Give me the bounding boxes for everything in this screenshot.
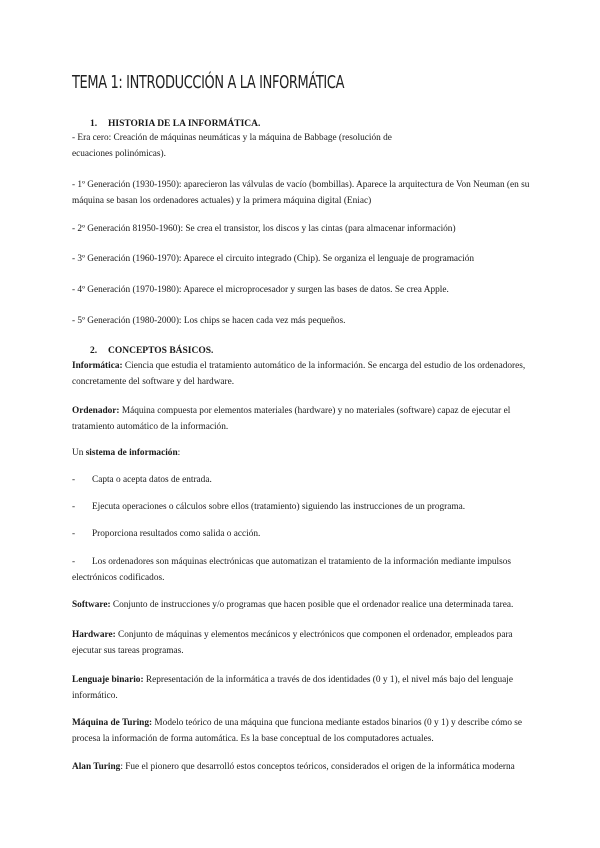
definition-text: : Fue el pionero que desarrolló estos conceptos teóricos, considerados el origen de la informática moderna	[120, 762, 515, 772]
definition-text: Máquina compuesta por elementos materiales (hardware) y no materiales (software) capaz de ejecutar el tratamiento automático de la información.	[72, 406, 511, 432]
history-item: - 2º Generación 81950-1960): Se crea el transistor, los discos y las cintas (para almacenar información)	[72, 224, 456, 234]
definition-alan-turing	[72, 760, 530, 776]
definition-text: Ciencia que estudia el tratamiento automático de la información. Se encarga del estudio de los ordenadores, concretamente del software y del hardware.	[72, 361, 526, 387]
history-item: - 3º Generación (1960-1970): Aparece el circuito integrado (Chip). Se organiza el lenguaje de programación	[72, 254, 475, 264]
definition-term: Informática:	[72, 361, 123, 371]
definition-text: Modelo teórico de una máquina que funciona mediante estados binarios (0 y 1) y describe cómo se procesa la información de forma automática. Es la base conceptual de los computadores actuales.	[72, 718, 523, 744]
definition-term: sistema de información	[85, 448, 178, 458]
list-item-text: Los ordenadores son máquinas electrónicas que automatizan el tratamiento de la información mediante impulsos electrónicos codificados.	[72, 557, 511, 583]
bullet-dash: -	[72, 502, 76, 512]
list-item	[72, 555, 530, 586]
history-item: - 4º Generación (1970-1980): Aparece el microprocesador y surgen las bases de datos. Se crea Apple.	[72, 285, 449, 295]
bullet-dash: -	[72, 529, 76, 539]
definition-hardware	[72, 628, 530, 659]
page-title: TEMA 1: INTRODUCCIÓN A LA INFORMÁTICA	[72, 72, 345, 93]
definition-ordenador	[72, 404, 530, 435]
definition-sistema	[72, 446, 530, 462]
bullet-dash: -	[72, 557, 76, 567]
history-item: - Era cero: Creación de máquinas neumáticas y la máquina de Babbage (resolución de ecuaciones polinómicas).	[72, 133, 392, 159]
list-item	[72, 500, 530, 516]
section-title: CONCEPTOS BÁSICOS.	[108, 346, 214, 356]
list-item	[72, 527, 530, 543]
definition-software	[72, 598, 530, 614]
definition-term: Ordenador:	[72, 406, 120, 416]
definition-suffix: :	[177, 448, 181, 458]
section-title: HISTORIA DE LA INFORMÁTICA.	[108, 119, 261, 129]
definition-term: Lenguaje binario:	[72, 675, 144, 685]
section-number: 1.	[90, 119, 98, 129]
section-heading-historia	[90, 119, 260, 129]
definition-informatica	[72, 359, 530, 390]
definition-term: Máquina de Turing:	[72, 718, 153, 728]
section-heading-conceptos	[90, 346, 213, 356]
definition-maquina-turing	[72, 716, 530, 747]
definition-term: Alan Turing	[72, 762, 121, 772]
definition-lenguaje-binario	[72, 673, 530, 704]
list-item	[72, 473, 530, 489]
section-number: 2.	[90, 346, 98, 356]
bullet-dash: -	[72, 475, 76, 485]
definition-text: Representación de la informática a través de dos identidades (0 y 1), el nivel más bajo del lenguaje informático.	[72, 675, 513, 701]
definition-prefix: Un	[72, 448, 86, 458]
definition-term: Software:	[72, 600, 111, 610]
list-item-text: Capta o acepta datos de entrada.	[92, 475, 212, 485]
definition-text: Conjunto de instrucciones y/o programas que hacen posible que el ordenador realice una determinada tarea.	[110, 600, 514, 610]
definition-term: Hardware:	[72, 630, 116, 640]
history-item: - 5º Generación (1980-2000): Los chips se hacen cada vez más pequeños.	[72, 316, 346, 326]
list-item-text: Ejecuta operaciones o cálculos sobre ellos (tratamiento) siguiendo las instrucciones de un programa.	[92, 502, 466, 512]
definition-text: Conjunto de máquinas y elementos mecánicos y electrónicos que componen el ordenador, empleados para ejecutar sus tareas programas.	[72, 630, 513, 656]
list-item-text: Proporciona resultados como salida o acción.	[92, 529, 261, 539]
history-item: - 1º Generación (1930-1950): aparecieron las válvulas de vacío (bombillas). Aparece la arquitectura de Von Neuman (en su máquina se basan los ordenadores actuales) y la primera máquina digital (Eniac)	[72, 180, 530, 206]
